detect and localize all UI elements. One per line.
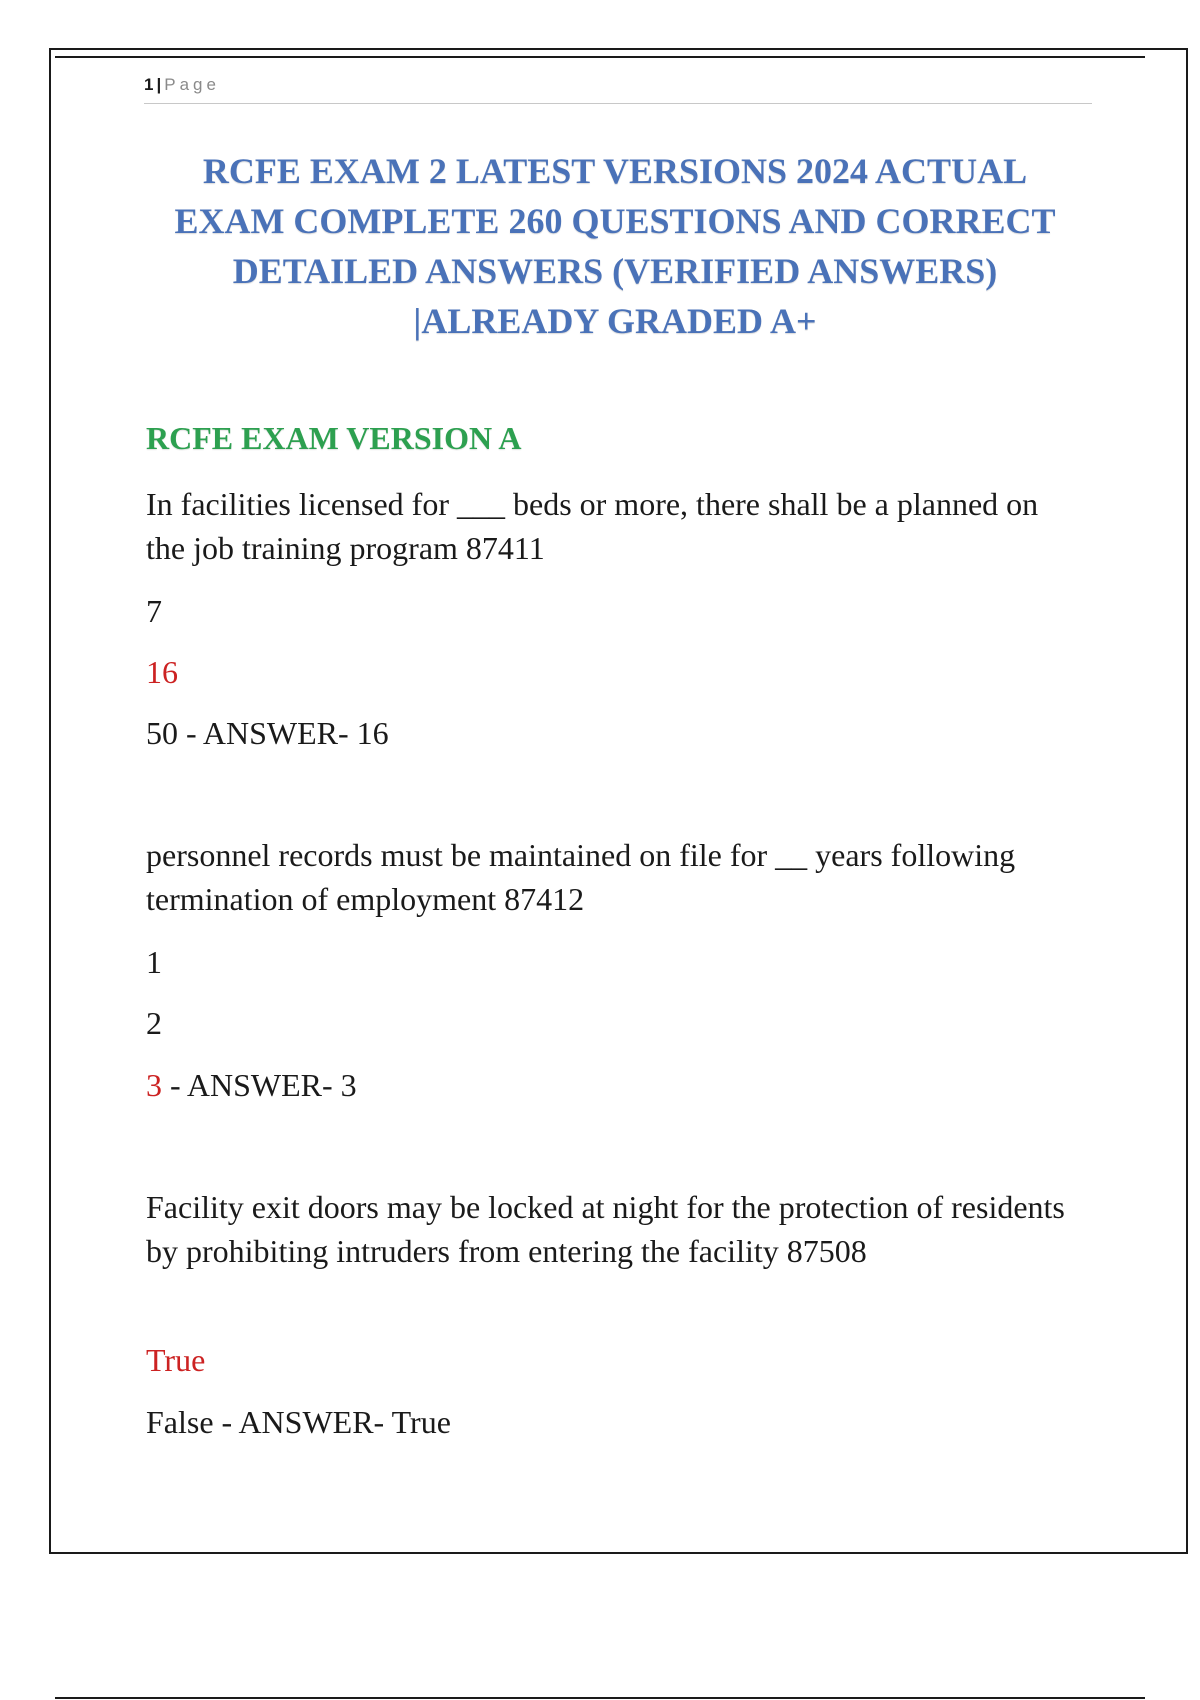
version-heading: RCFE EXAM VERSION A [146, 420, 522, 456]
question-2-answer-text: - ANSWER- 3 [162, 1067, 357, 1103]
question-2-correct-value: 3 [146, 1067, 162, 1103]
page-separator: | [156, 75, 162, 94]
question-1-option-1: 7 [146, 593, 162, 629]
question-2-option-3-answer [146, 1063, 357, 1107]
page-header [144, 75, 1092, 104]
next-page-top-rule [55, 1697, 1145, 1699]
question-3-option-1-correct: True [146, 1342, 206, 1378]
question-1-option-2-correct: 16 [146, 654, 178, 690]
question-2-text: personnel records must be maintained on file for __ years following termination of employment 87412 [146, 837, 1016, 917]
question-1-text: In facilities licensed for ___ beds or more, there shall be a planned on the job training program 87411 [146, 486, 1039, 566]
question-2-option-1: 1 [146, 944, 162, 980]
document-title: RCFE EXAM 2 LATEST VERSIONS 2024 ACTUAL EXAM COMPLETE 260 QUESTIONS AND CORRECT DETAILED ANSWERS (VERIFIED ANSWERS) |ALREADY GRADED A+ [174, 151, 1056, 341]
page-number: 1 [144, 75, 154, 94]
question-2-option-2: 2 [146, 1005, 162, 1041]
frame-top-rule [55, 56, 1145, 58]
question-3-text: Facility exit doors may be locked at night for the protection of residents by prohibiting intruders from entering the facility 87508 [146, 1189, 1065, 1269]
page-label: Page [164, 75, 220, 94]
question-3-option-2-answer: False - ANSWER- True [146, 1404, 451, 1440]
question-1-option-3-answer: 50 - ANSWER- 16 [146, 715, 389, 751]
